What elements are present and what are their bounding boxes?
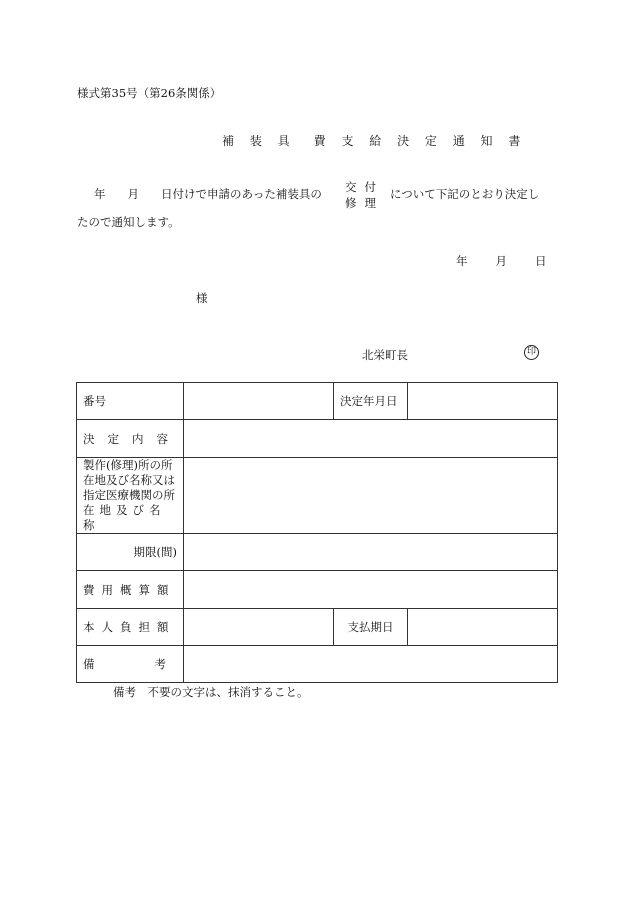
label-decision-date: 決定年月日 bbox=[334, 383, 408, 420]
value-period bbox=[184, 534, 558, 571]
value-payment-date bbox=[408, 609, 558, 646]
table-row bbox=[77, 420, 558, 458]
issuer-name: 北栄町長 bbox=[362, 348, 408, 362]
label-remarks: 備考 bbox=[77, 646, 184, 683]
table-row bbox=[77, 571, 558, 609]
choice-issue: 交付 bbox=[345, 180, 384, 194]
label-decision-content: 決定内容 bbox=[77, 420, 184, 458]
table-row bbox=[77, 534, 558, 571]
value-estimated-cost bbox=[184, 571, 558, 609]
value-number bbox=[184, 383, 334, 420]
addressee-suffix: 様 bbox=[196, 291, 208, 305]
body-tail-text: について下記のとおり決定し bbox=[390, 187, 540, 201]
table-row bbox=[77, 458, 558, 534]
table-row bbox=[77, 609, 558, 646]
manufacturer-line-1: 製作(修理)所の所 bbox=[83, 458, 173, 472]
label-estimated-cost: 費用概算額 bbox=[77, 571, 184, 609]
decision-table bbox=[76, 382, 558, 683]
value-decision-date bbox=[408, 383, 558, 420]
label-period: 期限(間) bbox=[77, 534, 184, 571]
body-year: 年 bbox=[94, 187, 106, 201]
body-text-line2: たので通知します。 bbox=[77, 215, 180, 229]
label-manufacturer bbox=[77, 458, 184, 534]
form-number-label: 様式第35号（第26条関係） bbox=[77, 86, 222, 100]
date-month: 月 bbox=[495, 254, 507, 268]
body-text-line1 bbox=[94, 186, 322, 202]
body-month: 月 bbox=[127, 187, 139, 201]
manufacturer-line-2: 在地及び名称又は bbox=[83, 473, 175, 487]
value-self-burden bbox=[184, 609, 334, 646]
date-year: 年 bbox=[456, 254, 468, 268]
date-day: 日 bbox=[535, 254, 547, 268]
label-number-text: 番号 bbox=[83, 394, 106, 408]
choice-repair: 修理 bbox=[345, 196, 384, 210]
body-lead-text: 日付けで申請のあった補装具の bbox=[161, 187, 322, 201]
footer-note: 備考 不要の文字は、抹消すること。 bbox=[113, 685, 309, 699]
document-title: 補 装 具 費 支 給 決 定 通 知 書 bbox=[222, 134, 527, 148]
notice-date bbox=[456, 253, 547, 269]
manufacturer-line-3: 指定医療機関の所 bbox=[83, 488, 175, 502]
label-payment-date: 支払期日 bbox=[334, 609, 408, 646]
label-self-burden: 本人負担額 bbox=[77, 609, 184, 646]
table-row bbox=[77, 646, 558, 683]
seal-mark: 印 bbox=[524, 345, 539, 360]
label-number bbox=[77, 383, 184, 420]
table-row bbox=[77, 383, 558, 420]
value-remarks bbox=[184, 646, 558, 683]
value-decision-content bbox=[184, 420, 558, 458]
value-manufacturer bbox=[184, 458, 558, 534]
manufacturer-line-4: 在地及び名称 bbox=[83, 503, 166, 532]
